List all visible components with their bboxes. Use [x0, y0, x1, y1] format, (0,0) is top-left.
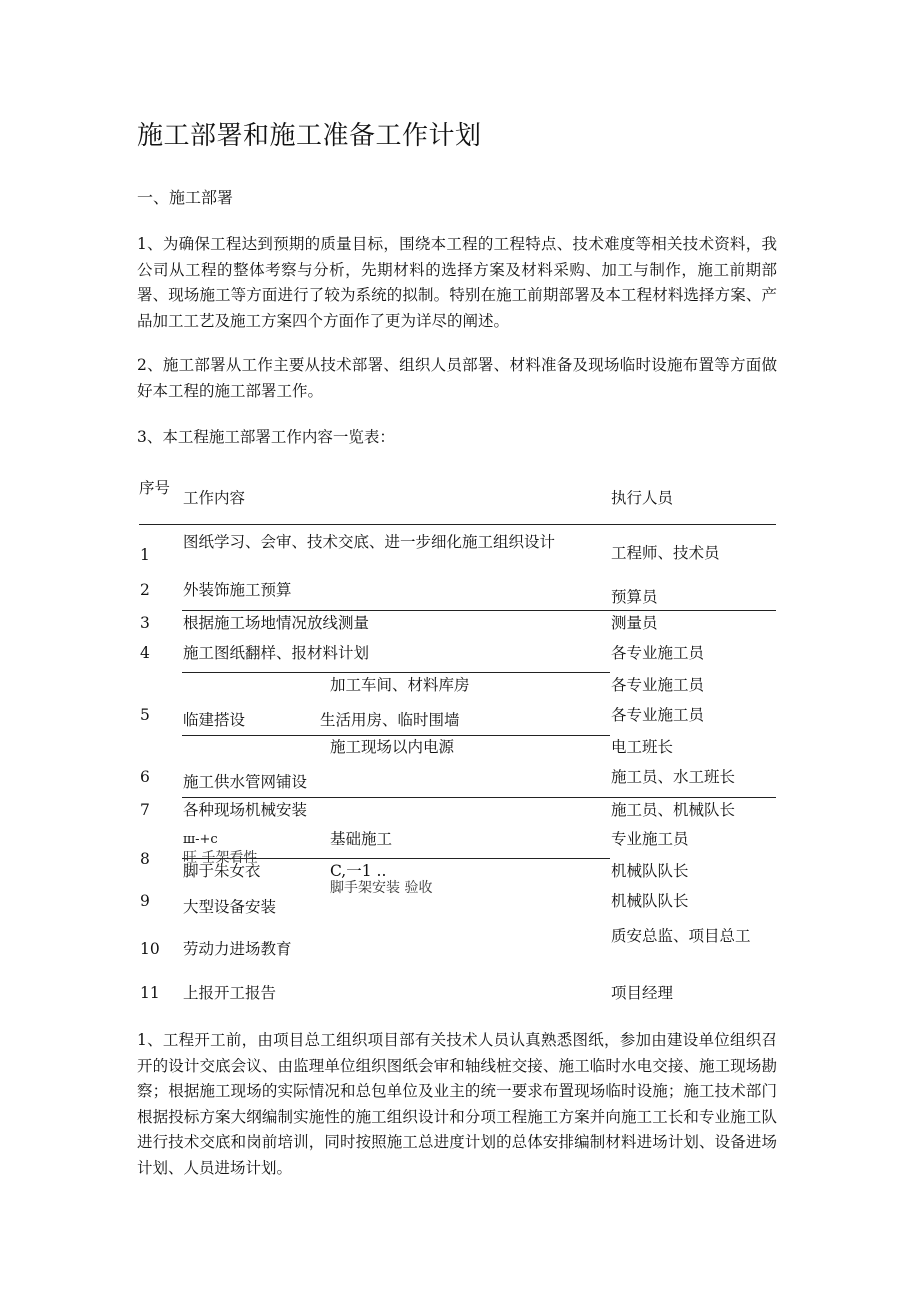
row-4-no: 4 — [140, 644, 150, 662]
paragraph-after-table: 1、工程开工前，由项目总工组织项目部有关技术人员认真熟悉图纸，参加由建设单位组织召开的设计交底会议、由监理单位组织图纸会审和轴线桩交接、施工临时水电交接、施工现场勘察；根据施工现场的实际情况和总包单位及业主的统一要求布置现场临时设施；施工技术部门根据投标方案大纲编制实施性的施工组织设计和分项工程施工方案并向施工工长和专业施工队进行技术交底和岗前培训，同时按照施工总进度计划的总体安排编制材料进场计划、设备进场计划、人员进场计划。 — [137, 1031, 777, 1177]
row-2-content: 外装饰施工预算 — [183, 581, 292, 599]
row-7-no: 7 — [140, 801, 150, 819]
row-5-sub-1: 加工车间、材料库房 — [330, 676, 470, 694]
row-9-content: 大型设备安装 — [183, 898, 277, 916]
row-9-person: 机械队队长 — [611, 892, 689, 910]
paragraph-2: 2、施工部署从工作主要从技术部署、组织人员部署、材料准备及现场临时设施布置等方面做好本工程的施工部署工作。 — [137, 356, 777, 400]
row-8-content: 脚于朱女衣 — [183, 862, 261, 880]
row-8-person-2: 机械队队长 — [611, 862, 689, 880]
header-no: 序号 — [139, 479, 171, 497]
row-10-person: 质安总监、项目总工 — [611, 927, 751, 945]
row-10-no: 10 — [140, 940, 160, 958]
row-5-person-1: 各专业施工员 — [611, 676, 705, 694]
row-7-person: 施工员、机械队长 — [611, 801, 736, 819]
row-8-content-top: ш-+c — [183, 832, 218, 847]
document-title: 施工部署和施工准备工作计划 — [137, 121, 482, 151]
row-5-no: 5 — [140, 706, 150, 724]
row-8-sub-1: 基础施工 — [330, 830, 393, 848]
row-11-content: 上报开工报告 — [183, 984, 277, 1002]
row-5-content: 临建搭设 — [183, 711, 246, 729]
row-1-no: 1 — [140, 546, 150, 564]
table-rule — [139, 524, 776, 525]
row-3-no: 3 — [140, 614, 150, 632]
row-8-sub-2: C,一1 .. — [330, 862, 387, 880]
table-rule — [182, 672, 610, 673]
section-heading: 一、施工部署 — [137, 188, 234, 207]
header-person: 执行人员 — [611, 489, 674, 507]
row-6-no: 6 — [140, 768, 150, 786]
row-3-person: 测量员 — [611, 614, 658, 632]
row-8-person-1: 专业施工员 — [611, 830, 689, 848]
row-8-no: 8 — [140, 850, 150, 868]
row-6-content: 施工供水管网铺设 — [183, 773, 308, 791]
row-3-content: 根据施工场地情况放线测量 — [183, 614, 370, 632]
row-1-person: 工程师、技术员 — [611, 544, 720, 562]
row-5-person-2: 各专业施工员 — [611, 706, 705, 724]
row-11-person: 项目经理 — [611, 984, 674, 1002]
row-11-no: 11 — [140, 984, 160, 1002]
row-8-sub-3-cut: 脚手架安装 验收 — [330, 880, 433, 896]
paragraph-1: 1、为确保工程达到预期的质量目标，围绕本工程的工程特点、技术难度等相关技术资料，我公司从工程的整体考察与分析，先期材料的选择方案及材料采购、加工与制作，施工前期部署、现场施工等方面进行了较为系统的拟制。特别在施工前期部署及本工程材料选择方案、产品加工工艺及施工方案四个方面作了更为详尽的阐述。 — [137, 235, 777, 330]
row-9-no: 9 — [140, 892, 150, 910]
row-5-sub-3: 施工现场以内电源 — [330, 738, 455, 756]
row-4-person: 各专业施工员 — [611, 644, 705, 662]
table-rule — [182, 610, 776, 611]
row-10-content: 劳动力进场教育 — [183, 940, 292, 958]
row-2-person: 预算员 — [611, 588, 658, 606]
row-5-person-3: 电工班长 — [611, 738, 674, 756]
row-1-content: 图纸学习、会审、技术交底、进一步细化施工组织设计 — [183, 533, 556, 551]
row-5-sub-2: 生活用房、临时围墙 — [320, 711, 460, 729]
row-2-no: 2 — [140, 581, 150, 599]
row-7-content: 各种现场机械安装 — [183, 801, 308, 819]
header-content: 工作内容 — [183, 489, 246, 507]
table-rule — [182, 735, 610, 736]
paragraph-3: 3、本工程施工部署工作内容一览表： — [137, 428, 395, 446]
row-4-content: 施工图纸翻样、报材料计划 — [183, 644, 370, 662]
row-8-content-cut: 旺 壬架看性 — [183, 850, 258, 866]
table-rule — [182, 797, 776, 798]
row-6-person: 施工员、水工班长 — [611, 768, 736, 786]
